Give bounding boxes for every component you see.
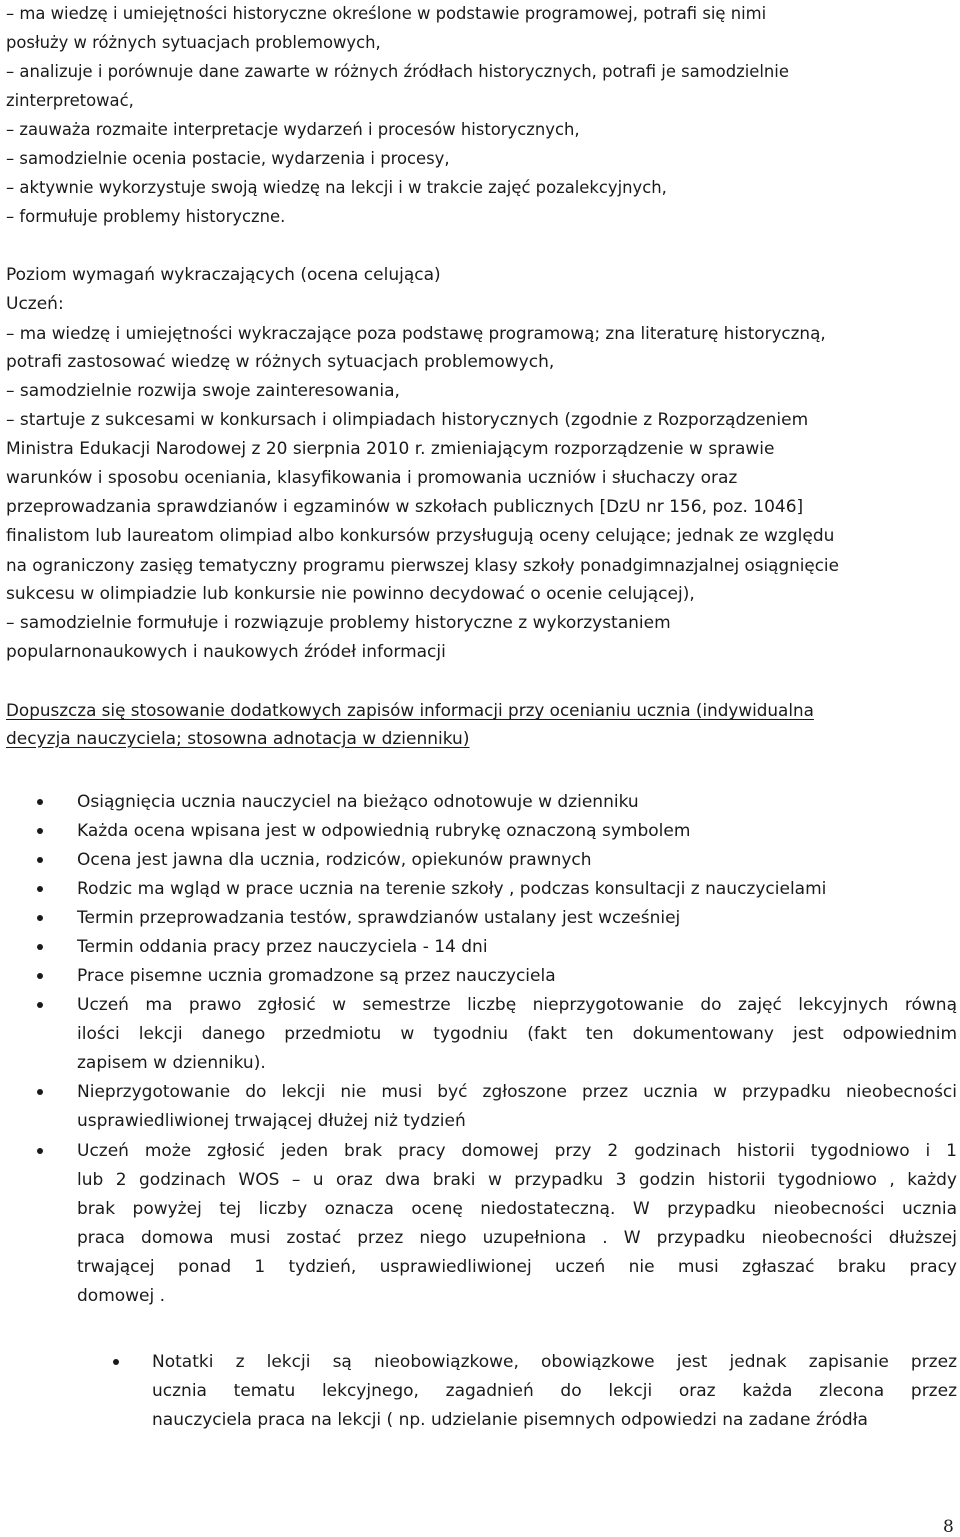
bullet-dot <box>37 1089 43 1095</box>
bullet-item-line: Uczeń może zgłosić jeden brak pracy domowej przy 2 godzinach historii tygodniowo i 1 <box>77 1141 957 1161</box>
celujaca-line: przeprowadzania sprawdzianów i egzaminów w szkołach publicznych [DzU nr 156, poz. 1046] <box>6 497 804 517</box>
top-list-line: posłuży w różnych sytuacjach problemowych, <box>6 33 381 52</box>
top-list-line: – aktywnie wykorzystuje swoją wiedzę na lekcji i w trakcie zajęć pozalekcyjnych, <box>6 178 667 197</box>
bullet-item-line: usprawiedliwionej trwającej dłużej niż tydzień <box>77 1111 466 1131</box>
bullet-item-line: domowej . <box>77 1286 166 1306</box>
notice-line: Dopuszcza się stosowanie dodatkowych zapisów informacji przy ocenianiu ucznia (indywidualna <box>6 700 814 720</box>
bullet-dot <box>37 886 43 892</box>
bullet-item-line: Uczeń ma prawo zgłosić w semestrze liczbę nieprzygotowanie do zajęć lekcyjnych równą <box>77 995 957 1015</box>
celujaca-line: popularnonaukowych i naukowych źródeł informacji <box>6 642 446 662</box>
notice-line: decyzja nauczyciela; stosowna adnotacja w dzienniku) <box>6 729 470 749</box>
top-list-line: – formułuje problemy historyczne. <box>6 207 286 226</box>
bullet-item-line: zapisem w dzienniku). <box>77 1053 266 1073</box>
bullet-item: Termin przeprowadzania testów, sprawdzianów ustalany jest wcześniej <box>77 908 681 928</box>
bullet-item: Ocena jest jawna dla ucznia, rodziców, opiekunów prawnych <box>77 850 592 870</box>
bullet-dot <box>37 799 43 805</box>
bullet-item: Osiągnięcia ucznia nauczyciel na bieżąco odnotowuje w dzienniku <box>77 792 639 812</box>
celujaca-line: na ograniczony zasięg tematyczny programu pierwszej klasy szkoły ponadgimnazjalnej osiągnięcie <box>6 555 839 575</box>
bullet-dot <box>113 1359 119 1365</box>
celujaca-line: warunków i sposobu oceniania, klasyfikowania i promowania uczniów i słuchaczy oraz <box>6 468 738 488</box>
celujaca-line: sukcesu w olimpiadzie lub konkursie nie powinno decydować o ocenie celującej), <box>6 584 695 604</box>
bullet-item: Rodzic ma wgląd w prace ucznia na terenie szkoły , podczas konsultacji z nauczycielami <box>77 879 827 899</box>
celujaca-line: – startuje z sukcesami w konkursach i olimpiadach historycznych (zgodnie z Rozporządzeniem <box>6 410 809 430</box>
top-list-line: – ma wiedzę i umiejętności historyczne określone w podstawie programowej, potrafi się nimi <box>6 4 767 23</box>
bullet-dot <box>37 828 43 834</box>
bullet-item-line: trwającej ponad 1 tydzień, usprawiedliwionej uczeń nie musi zgłaszać braku pracy <box>77 1257 957 1277</box>
bullet-item-line: ilości lekcji danego przedmiotu w tygodniu (fakt ten dokumentowany jest odpowiednim <box>77 1024 957 1044</box>
bullet-item-line: lub 2 godzinach WOS – u oraz dwa braki w przypadku 3 godzin historii tygodniowo , każdy <box>77 1170 957 1190</box>
bullet-item-line: praca domowa musi zostać przez niego uzupełniona . W przypadku nieobecności dłuższej <box>77 1228 957 1248</box>
top-list-line: – samodzielnie ocenia postacie, wydarzenia i procesy, <box>6 149 450 168</box>
bullet-item-line: brak powyżej tej liczby oznacza ocenę niedostateczną. W przypadku nieobecności ucznia <box>77 1199 957 1219</box>
bullet-item-line: Notatki z lekcji są nieobowiązkowe, obowiązkowe jest jednak zapisanie przez <box>152 1352 957 1372</box>
celujaca-line: – ma wiedzę i umiejętności wykraczające poza podstawę programową; zna literaturę historyczną, <box>6 323 826 343</box>
section-subheading: Uczeń: <box>6 294 64 314</box>
bullet-item: Prace pisemne ucznia gromadzone są przez nauczyciela <box>77 966 556 986</box>
bullet-item-line: Nieprzygotowanie do lekcji nie musi być zgłoszone przez ucznia w przypadku nieobecności <box>77 1082 957 1102</box>
celujaca-line: potrafi zastosować wiedzę w różnych sytuacjach problemowych, <box>6 352 555 372</box>
celujaca-line: – samodzielnie rozwija swoje zainteresowania, <box>6 381 400 401</box>
bullet-dot <box>37 1002 43 1008</box>
bullet-dot <box>37 857 43 863</box>
bullet-item-line: ucznia tematu lekcyjnego, zagadnień do lekcji oraz każda zlecona przez <box>152 1381 957 1401</box>
bullet-item-line: nauczyciela praca na lekcji ( np. udzielanie pisemnych odpowiedzi na zadane źródła <box>152 1410 868 1430</box>
top-list-line: – zauważa rozmaite interpretacje wydarzeń i procesów historycznych, <box>6 120 580 139</box>
celujaca-line: – samodzielnie formułuje i rozwiązuje problemy historyczne z wykorzystaniem <box>6 613 671 633</box>
bullet-dot <box>37 944 43 950</box>
bullet-dot <box>37 1148 43 1154</box>
bullet-item: Każda ocena wpisana jest w odpowiednią rubrykę oznaczoną symbolem <box>77 821 691 841</box>
bullet-dot <box>37 973 43 979</box>
bullet-item: Termin oddania pracy przez nauczyciela - 14 dni <box>77 937 488 957</box>
celujaca-line: finalistom lub laureatom olimpiad albo konkursów przysługują oceny celujące; jednak ze względu <box>6 526 835 546</box>
celujaca-line: Ministra Edukacji Narodowej z 20 sierpnia 2010 r. zmieniającym rozporządzenie w sprawie <box>6 439 775 459</box>
section-heading: Poziom wymagań wykraczających (ocena celująca) <box>6 265 441 285</box>
bullet-dot <box>37 915 43 921</box>
top-list-line: – analizuje i porównuje dane zawarte w różnych źródłach historycznych, potrafi je samodzielnie <box>6 62 789 81</box>
top-list-line: zinterpretować, <box>6 91 134 110</box>
page-number: 8 <box>943 1517 954 1537</box>
